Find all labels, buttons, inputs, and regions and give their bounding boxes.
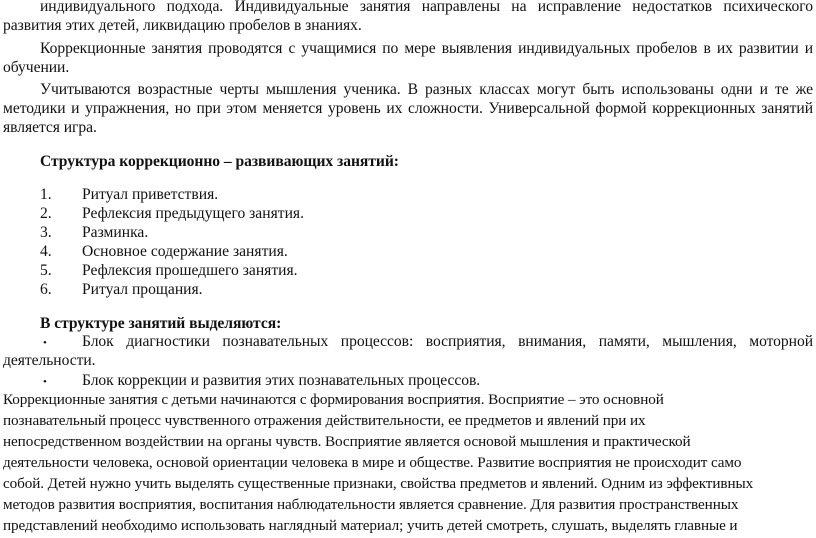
blocks-heading: В структуре занятий выделяются: [40, 315, 282, 332]
list-item-number: 3. [40, 224, 52, 241]
list-item-number: 4. [40, 243, 52, 260]
paragraph-1-line-1: индивидуального подхода. Индивидуальные занятия направлены на исправление недостатков психического [40, 0, 813, 15]
paragraph-3-line-2: методики и упражнения, но при этом меняется уровень их сложности. Универсальной формой коррекционных занятий [3, 100, 813, 117]
list-item-text: Ритуал прощания. [82, 281, 203, 298]
final-paragraph-line: собой. Детей нужно учить выделять существенные признаки, свойства предметов и явлений. Одним из эффективных [3, 475, 754, 492]
final-paragraph-line: деятельности человека, основой ориентации человека в мире и обществе. Развитие восприятия не происходит само [3, 454, 742, 471]
list-item-number: 1. [40, 186, 52, 203]
final-paragraph-line: познавательный процесс чувственного отражения действительности, ее предметов и явлений при их [3, 412, 646, 429]
bullet-item-2: Блок коррекции и развития этих познавательных процессов. [82, 372, 481, 389]
list-item-number: 2. [40, 205, 52, 222]
paragraph-3-line-3: является игра. [3, 119, 97, 136]
list-item-text: Рефлексия предыдущего занятия. [82, 205, 304, 222]
list-item-number: 6. [40, 281, 52, 298]
final-paragraph-line: методов развития восприятия, воспитания наблюдательности является сравнение. Для развития пространственных [3, 496, 739, 513]
bullet-item-1-line-2: деятельности. [3, 352, 96, 369]
list-item-text: Ритуал приветствия. [82, 186, 219, 203]
paragraph-2-line-2: обучении. [3, 59, 70, 76]
list-item-number: 5. [40, 262, 52, 279]
bullet-icon: • [43, 376, 47, 388]
paragraph-2-line-1: Коррекционные занятия проводятся с учащимися по мере выявления индивидуальных пробелов в их развитии и [40, 40, 813, 57]
final-paragraph-line: Коррекционные занятия с детьми начинаются с формирования восприятия. Восприятие – это основной [3, 391, 664, 408]
final-paragraph-line: представлений необходимо использовать наглядный материал; учить детей смотреть, слушать, выделять главные и [3, 517, 738, 534]
list-item-text: Рефлексия прошедшего занятия. [82, 262, 298, 279]
paragraph-3-line-1: Учитываются возрастные черты мышления ученика. В разных классах могут быть использованы одни и те же [40, 81, 813, 98]
list-item-text: Основное содержание занятия. [82, 243, 288, 260]
bullet-icon: • [43, 337, 47, 349]
final-paragraph-line: непосредственном воздействии на органы чувств. Восприятие является основой мышления и практической [3, 433, 691, 450]
paragraph-1-line-2: развития этих детей, ликвидацию пробелов в знаниях. [3, 17, 362, 34]
bullet-item-1-line-1: Блок диагностики познавательных процессов: восприятия, внимания, памяти, мышления, моторной [82, 333, 813, 350]
list-item-text: Разминка. [82, 224, 149, 241]
structure-heading: Структура коррекционно – развивающих занятий: [40, 153, 399, 170]
